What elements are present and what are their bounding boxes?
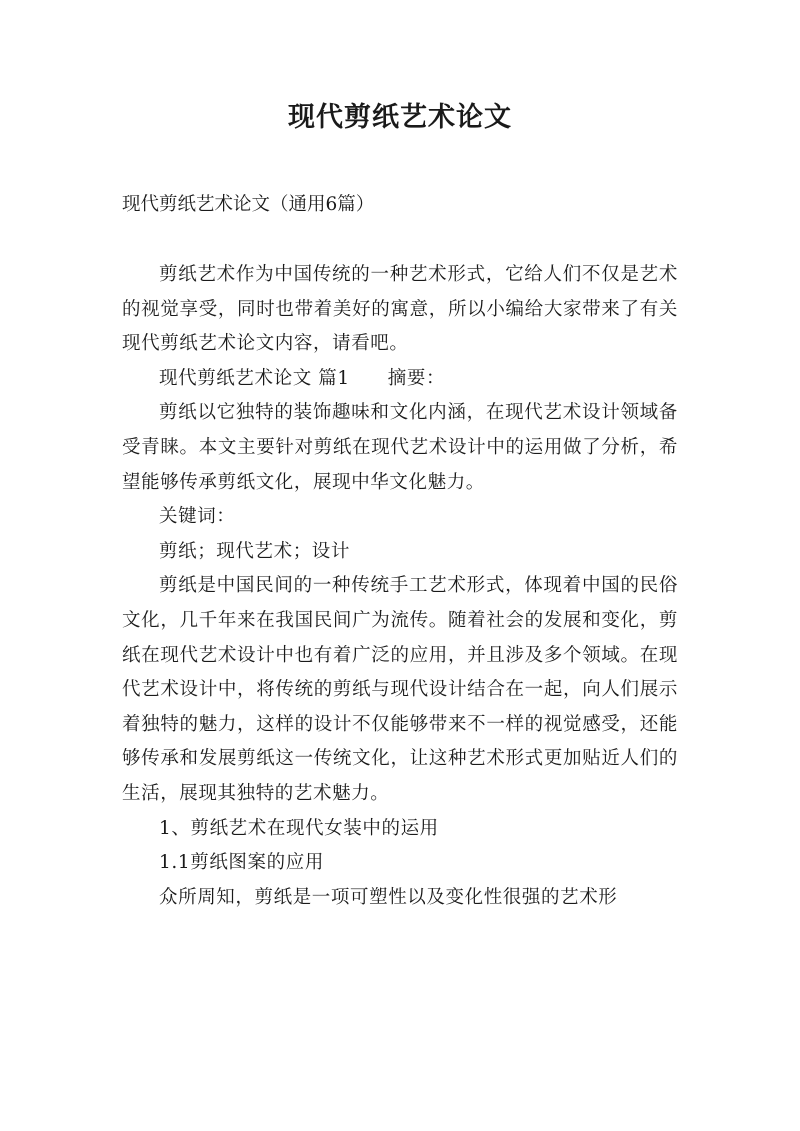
heading-1-1: 1.1剪纸图案的应用 [159,852,324,874]
section-heading: 现代剪纸艺术论文 篇1 [159,367,350,389]
heading-1: 1、剪纸艺术在现代女装中的运用 [159,817,439,839]
document-title: 现代剪纸艺术论文 [288,102,512,133]
abstract-label: 摘要： [387,367,446,389]
section-heading-line [122,362,678,397]
body-paragraph-2: 众所周知，剪纸是一项可塑性以及变化性很强的艺术形 [159,886,618,908]
abstract-paragraph: 剪纸以它独特的装饰趣味和文化内涵，在现代艺术设计领域备受青睐。本文主要针对剪纸在现代艺术设计中的运用做了分析，希望能够传承剪纸文化，展现中华文化魅力。 [122,402,678,493]
body-paragraph: 剪纸是中国民间的一种传统手工艺术形式，体现着中国的民俗文化，几千年来在我国民间广为流传。随着社会的发展和变化，剪纸在现代艺术设计中也有着广泛的应用，并且涉及多个领域。在现代艺术设计中，将传统的剪纸与现代设计结合在一起，向人们展示着独特的魅力，这样的设计不仅能够带来不一样的视觉感受，还能够传承和发展剪纸这一传统文化，让这种艺术形式更加贴近人们的生活，展现其独特的艺术魅力。 [122,575,678,804]
keywords-label: 关键词： [159,506,236,528]
document-subtitle: 现代剪纸艺术论文（通用6篇） [122,194,375,215]
intro-paragraph: 剪纸艺术作为中国传统的一种艺术形式，它给人们不仅是艺术的视觉享受，同时也带着美好的寓意，所以小编给大家带来了有关现代剪纸艺术论文内容，请看吧。 [122,264,678,355]
keywords-list: 剪纸；现代艺术；设计 [159,540,351,562]
document-body [122,258,678,915]
